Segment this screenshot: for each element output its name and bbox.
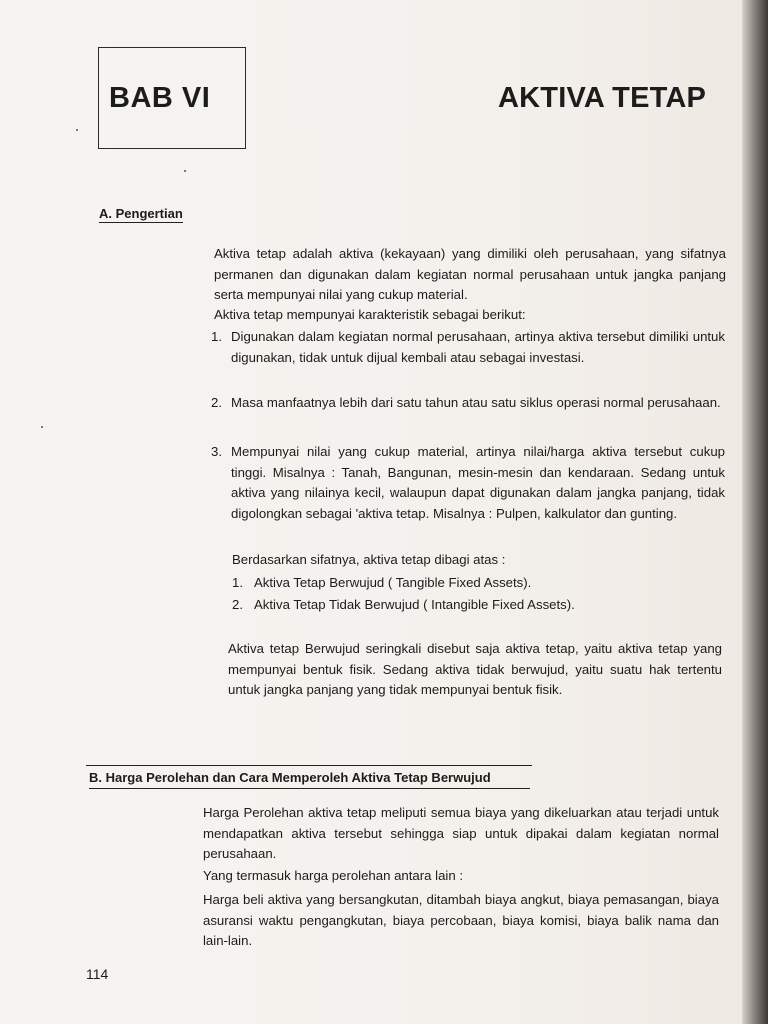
list-text: Digunakan dalam kegiatan normal perusahaan, artinya aktiva tersebut dimiliki untuk digunakan, tidak untuk dijual kembali atau sebagai investasi. [231,329,725,365]
section-a-heading: A. Pengertian [99,206,183,221]
section-b-paragraph-1: Harga Perolehan aktiva tetap meliputi semua biaya yang dikeluarkan atau terjadi untuk mendapatkan aktiva tersebut sehingga siap untuk dipakai dalam kegiatan normal perusahaan. [203,805,719,861]
list-number: 3. [211,444,222,459]
speck [76,129,78,131]
page-spine-edge [742,0,768,1024]
list-number: 2. [211,395,222,410]
list-text: Aktiva Tetap Tidak Berwujud ( Intangible Fixed Assets). [254,597,575,612]
section-b-heading: B. Harga Perolehan dan Cara Memperoleh Aktiva Tetap Berwujud [89,770,530,789]
speck [184,170,186,172]
list-text: Mempunyai nilai yang cukup material, artinya nilai/harga aktiva tersebut cukup tinggi. Misalnya : Tanah, Bangunan, mesin-mesin dan kendaraan. Sedang untuk aktiva yang nilainya kecil, walaupun dapat digunakan dalam jangka panjang, tidak digolongkan sebagai 'aktiva tetap. Misalnya : Pulpen, kalkulator dan gunting. [231,444,725,521]
page-number: 114 [86,966,109,982]
characteristic-item-1 [211,327,727,397]
section-b-top-rule [86,765,532,766]
section-b-paragraph-2: Yang termasuk harga perolehan antara lain : [203,868,464,883]
speck [41,426,43,428]
classification-intro: Berdasarkan sifatnya, aktiva tetap dibagi atas : [232,552,506,567]
list-number: 1. [232,575,243,590]
section-a-paragraph-3: Aktiva tetap Berwujud seringkali disebut saja aktiva tetap, yaitu aktiva tetap yang mempunyai bentuk fisik. Sedang aktiva tidak berwujud, yaitu suatu hak tertentu untuk jangka panjang yang tidak mempunyai bentuk fisik. [228,641,722,697]
list-text: Masa manfaatnya lebih dari satu tahun atau satu siklus operasi normal perusahaan. [231,395,721,410]
list-number: 2. [232,597,243,612]
characteristic-item-2 [211,393,727,443]
classification-item-2 [232,597,575,612]
classification-item-1 [232,575,531,590]
characteristic-item-3 [211,442,727,542]
section-a-paragraph-1: Aktiva tetap adalah aktiva (kekayaan) yang dimiliki oleh perusahaan, yang sifatnya permanen dan digunakan dalam kegiatan normal perusahaan untuk jangka panjang serta mempunyai nilai yang cukup material. [214,246,726,302]
section-a-paragraph-2: Aktiva tetap mempunyai karakteristik sebagai berikut: [214,307,526,322]
list-number: 1. [211,329,222,344]
chapter-label-box [98,47,246,149]
section-b-paragraph-3: Harga beli aktiva yang bersangkutan, ditambah biaya angkut, biaya pemasangan, biaya asuransi waktu pengangkutan, biaya percobaan, biaya komisi, biaya balik nama dan lain-lain. [203,892,719,948]
chapter-label: BAB VI [109,82,211,114]
list-text: Aktiva Tetap Berwujud ( Tangible Fixed Assets). [254,575,532,590]
chapter-title: AKTIVA TETAP [498,82,707,114]
